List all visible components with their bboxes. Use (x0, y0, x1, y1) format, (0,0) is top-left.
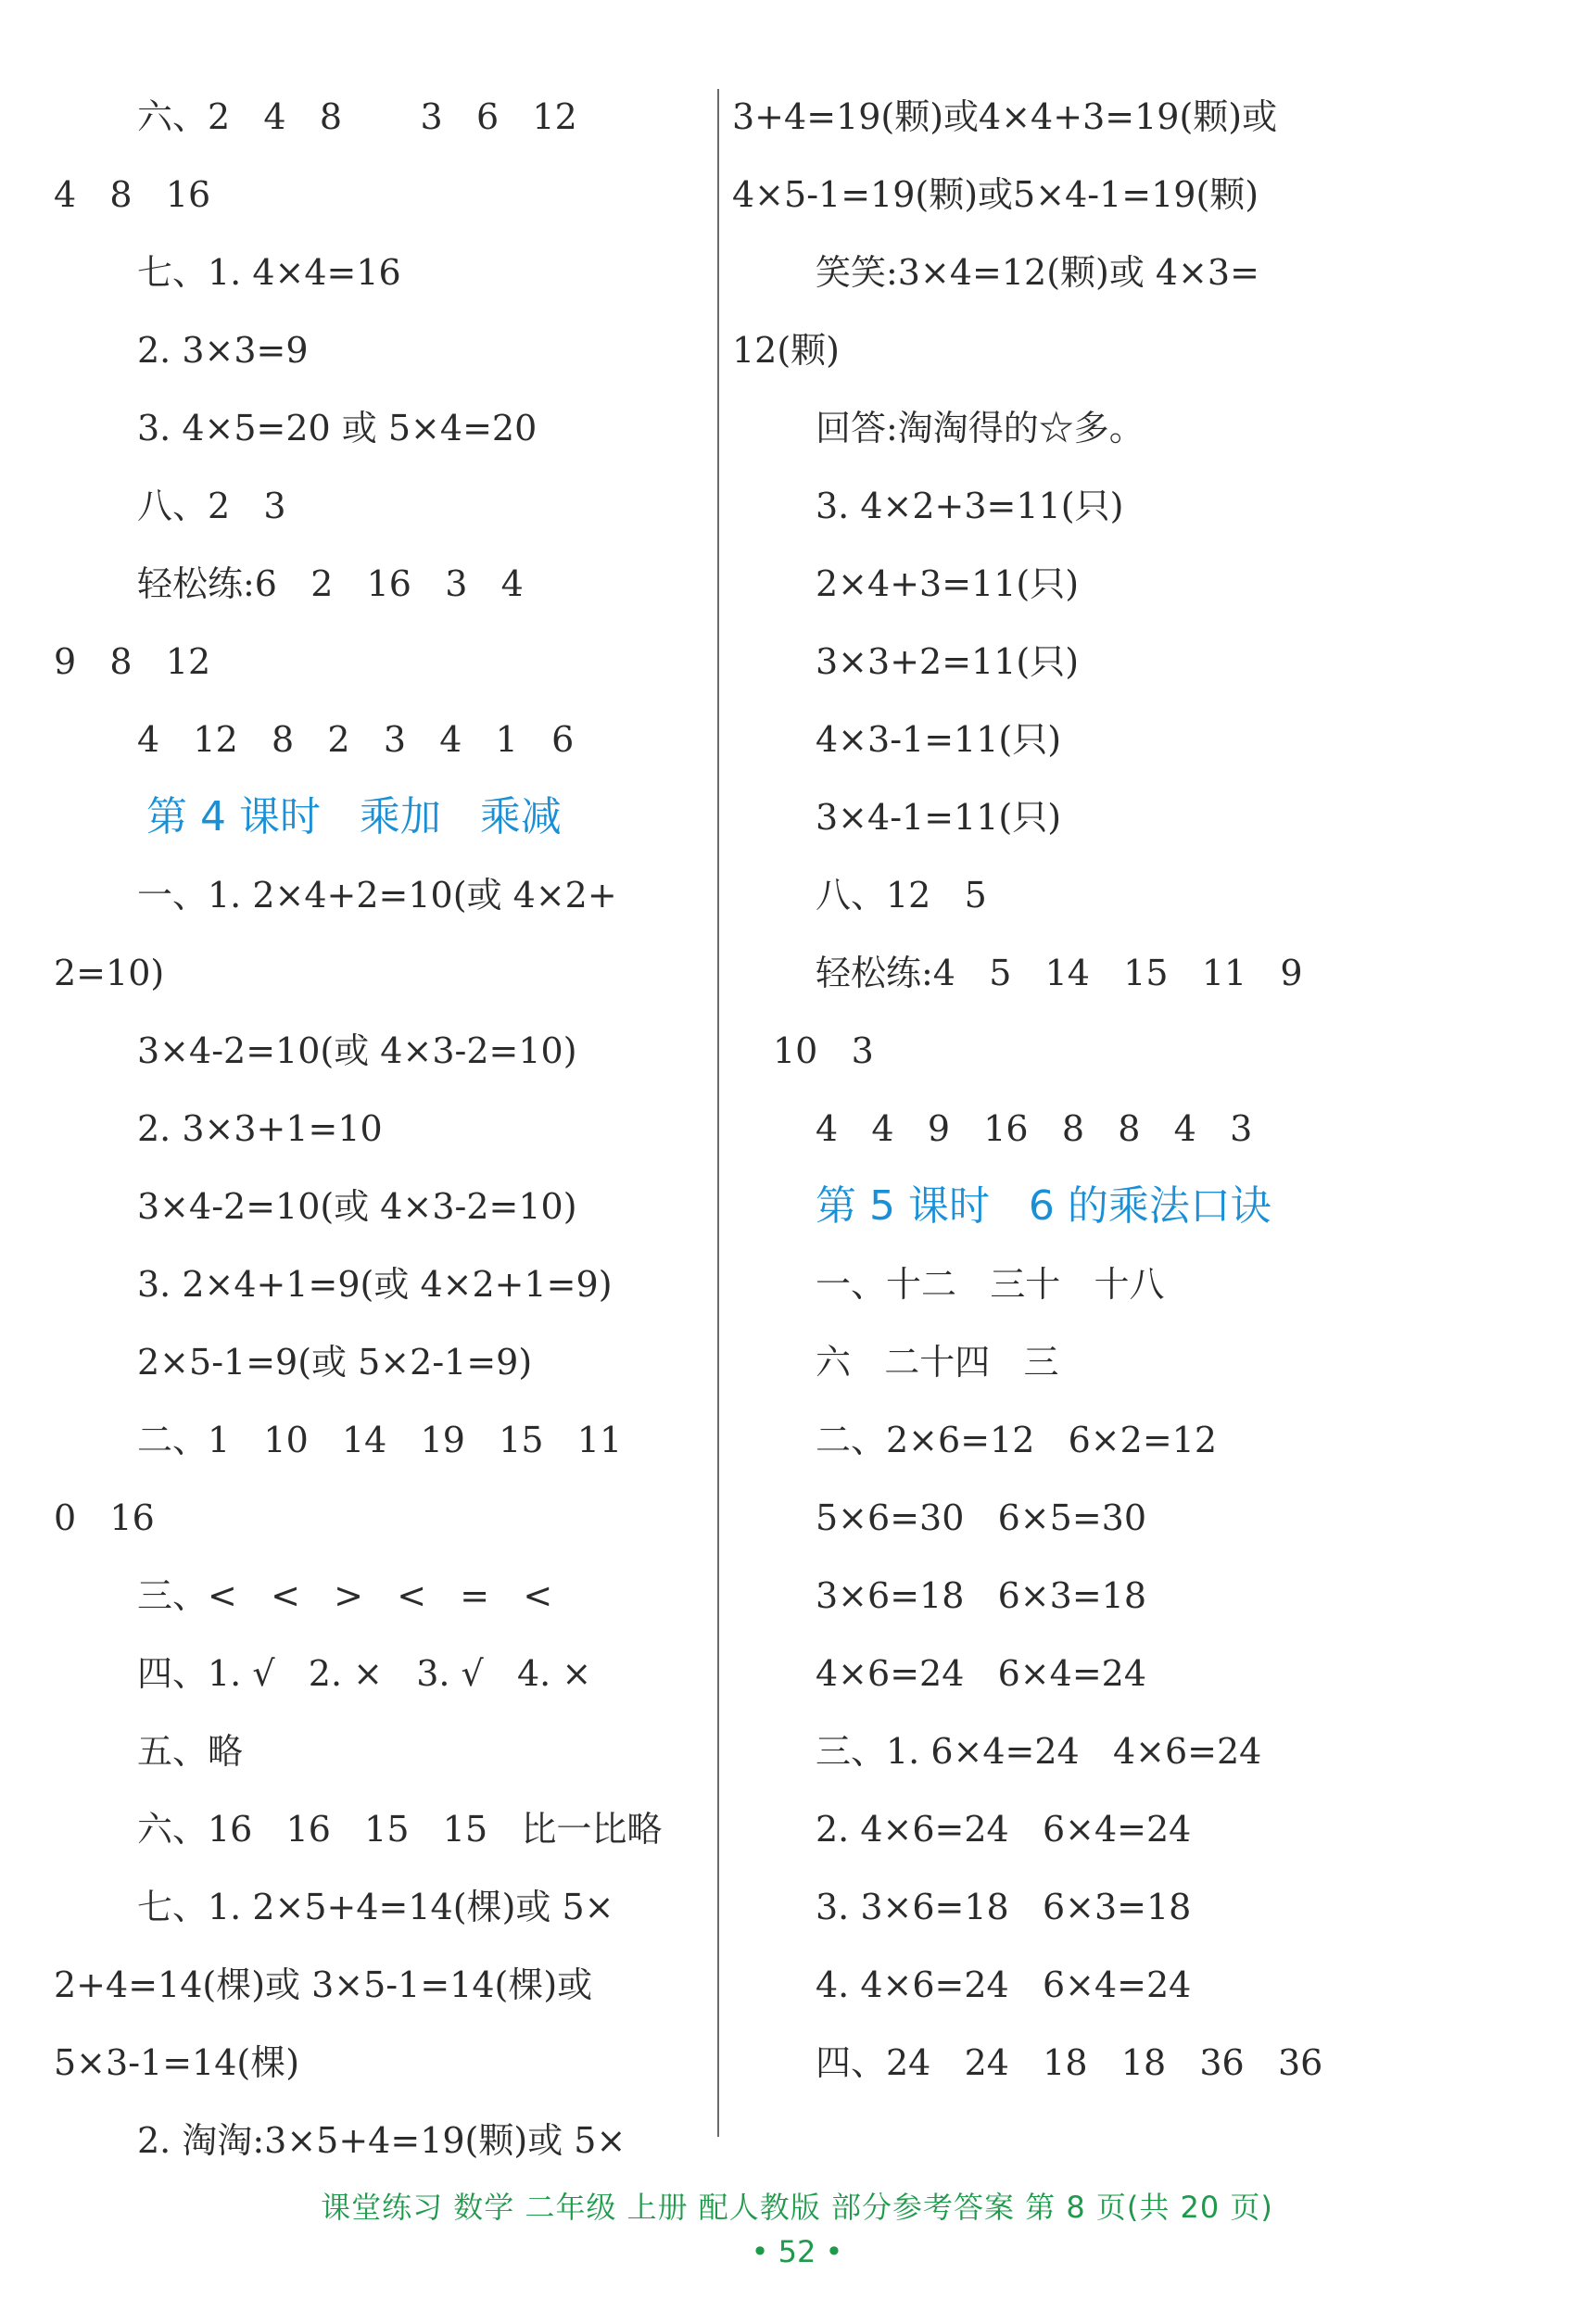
answer-line: 4×5-1=19(颗)或5×4-1=19(颗) (732, 174, 1259, 215)
answer-line: 9 8 12 (54, 641, 211, 682)
answer-line: 3. 4×2+3=11(只) (816, 486, 1124, 526)
answer-line: 3×4-1=11(只) (816, 797, 1062, 838)
section-heading: 第 4 课时 乘加 乘减 (146, 793, 562, 840)
answer-line: 二、1 10 14 19 15 11 (137, 1420, 623, 1460)
answer-line: 12(颗) (732, 330, 841, 371)
answer-line: 5×6=30 6×5=30 (816, 1497, 1147, 1538)
left-column (54, 78, 714, 2179)
answer-line: 2. 4×6=24 6×4=24 (816, 1809, 1192, 1850)
answer-line: 5×3-1=14(棵) (54, 2042, 300, 2083)
answer-line: 2. 3×3+1=10 (137, 1108, 383, 1149)
answer-line: 2=10) (54, 953, 165, 993)
answer-line: 3×4-2=10(或 4×3-2=10) (137, 1030, 577, 1071)
answer-line: 2×4+3=11(只) (816, 563, 1080, 604)
answer-line: 2×5-1=9(或 5×2-1=9) (137, 1342, 533, 1383)
answer-line: 4×6=24 6×4=24 (816, 1653, 1147, 1694)
answer-line: 一、十二 三十 十八 (816, 1264, 1165, 1305)
answer-line: 4 12 8 2 3 4 1 6 (137, 719, 575, 760)
answer-line: 10 3 (773, 1030, 874, 1071)
answer-line: 回答:淘淘得的☆多。 (816, 408, 1145, 448)
answer-line: 三、< < > < = < (137, 1575, 553, 1616)
answer-line: 八、12 5 (816, 875, 987, 916)
answer-line: 轻松练:4 5 14 15 11 9 (816, 953, 1303, 993)
answer-line: 三、1. 6×4=24 4×6=24 (816, 1731, 1262, 1772)
answer-line: 2. 3×3=9 (137, 330, 309, 371)
answer-line: 3. 3×6=18 6×3=18 (816, 1887, 1192, 1927)
answer-line: 笑笑:3×4=12(颗)或 4×3= (816, 252, 1259, 293)
column-divider (717, 89, 719, 2137)
page-number: • 52 • (751, 2234, 843, 2269)
answer-line: 4 8 16 (54, 174, 211, 215)
answer-line: 3. 2×4+1=9(或 4×2+1=9) (137, 1264, 613, 1305)
page-footer: 课堂练习 数学 二年级 上册 配人教版 部分参考答案 第 8 页(共 20 页) (321, 2190, 1273, 2225)
answer-line: 四、1. √ 2. × 3. √ 4. × (137, 1653, 592, 1694)
answer-line: 七、1. 4×4=16 (137, 252, 401, 293)
answer-line: 3+4=19(颗)或4×4+3=19(颗)或 (732, 96, 1278, 137)
answer-line: 0 16 (54, 1497, 155, 1538)
answer-line: 3×6=18 6×3=18 (816, 1575, 1147, 1616)
answer-line: 4. 4×6=24 6×4=24 (816, 1964, 1192, 2005)
answer-line: 3×3+2=11(只) (816, 641, 1080, 682)
answer-line: 七、1. 2×5+4=14(棵)或 5× (137, 1887, 614, 1927)
answer-line: 4 4 9 16 8 8 4 3 (816, 1108, 1253, 1149)
answer-line: 四、24 24 18 18 36 36 (816, 2042, 1323, 2083)
answer-line: 八、2 3 (137, 486, 286, 526)
answer-line: 二、2×6=12 6×2=12 (816, 1420, 1218, 1460)
answer-line: 2. 淘淘:3×5+4=19(颗)或 5× (137, 2120, 626, 2161)
answer-line: 六、2 4 8 3 6 12 (137, 96, 577, 137)
answer-line: 六 二十四 三 (816, 1342, 1059, 1383)
answer-line: 五、略 (137, 1731, 244, 1772)
answer-line: 六、16 16 15 15 比一比略 (137, 1809, 663, 1850)
answer-line: 3×4-2=10(或 4×3-2=10) (137, 1186, 577, 1227)
right-column (732, 78, 1418, 2102)
answer-line: 一、1. 2×4+2=10(或 4×2+ (137, 875, 617, 916)
section-heading: 第 5 课时 6 的乘法口诀 (816, 1182, 1271, 1230)
answer-line: 轻松练:6 2 16 3 4 (137, 563, 524, 604)
answer-line: 3. 4×5=20 或 5×4=20 (137, 408, 538, 448)
answer-line: 2+4=14(棵)或 3×5-1=14(棵)或 (54, 1964, 593, 2005)
answer-line: 4×3-1=11(只) (816, 719, 1062, 760)
